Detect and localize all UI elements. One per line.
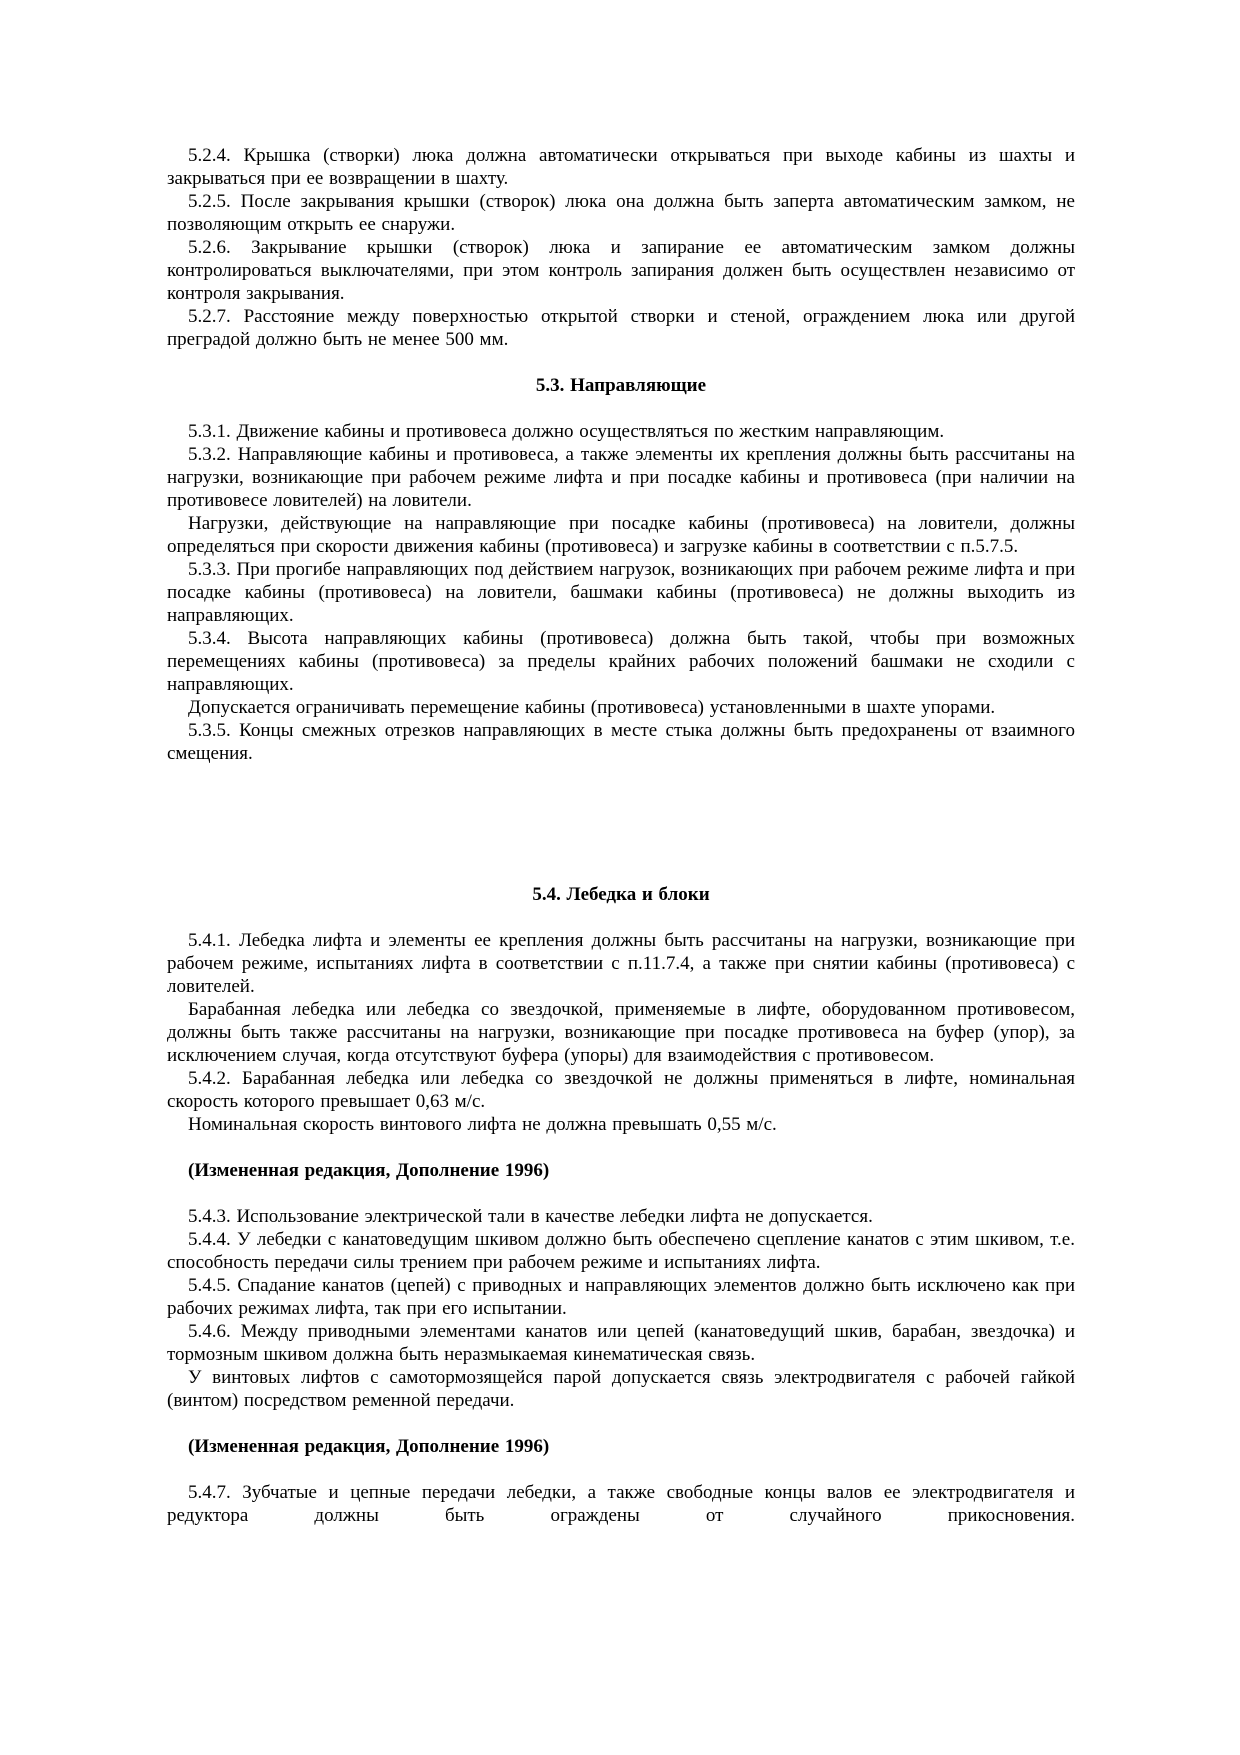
paragraph: 5.3.4. Высота направляющих кабины (противовеса) должна быть такой, чтобы при возможных перемещениях кабины (противовеса) за пределы крайних рабочих положений башмаки не сходили с направляющих. — [167, 628, 1075, 695]
paragraph: 5.4.6. Между приводными элементами канатов или цепей (канатоведущий шкив, барабан, звездочка) и тормозным шкивом должна быть неразмыкаемая кинематическая связь. — [167, 1321, 1075, 1365]
paragraph: Барабанная лебедка или лебедка со звездочкой, применяемые в лифте, оборудованном противовесом, должны быть также рассчитаны на нагрузки, возникающие при посадке противовеса на буфер (упор), за исключением случая, когда отсутствуют буфера (упоры) для взаимодействия с противовесом. — [167, 999, 1075, 1066]
paragraph: Нагрузки, действующие на направляющие при посадке кабины (противовеса) на ловители, должны определяться при скорости движения кабины (противовеса) и загрузке кабины в соответствии с п.5.7.5. — [167, 513, 1075, 557]
paragraph: 5.4.5. Спадание канатов (цепей) с приводных и направляющих элементов должно быть исключено как при рабочих режимах лифта, так при его испытании. — [167, 1275, 1075, 1319]
paragraph: 5.2.4. Крышка (створки) люка должна автоматически открываться при выходе кабины из шахты и закрываться при ее возвращении в шахту. — [167, 145, 1075, 189]
paragraph: 5.4.2. Барабанная лебедка или лебедка со звездочкой не должны применяться в лифте, номинальная скорость которого превышает 0,63 м/с. — [167, 1068, 1075, 1112]
paragraph: 5.4.7. Зубчатые и цепные передачи лебедки, а также свободные концы валов ее электродвигателя и редуктора должны быть ограждены от случайного прикосновения. — [167, 1482, 1075, 1526]
paragraph: 5.3.3. При прогибе направляющих под действием нагрузок, возникающих при рабочем режиме лифта и при посадке кабины (противовеса) на ловители, башмаки кабины (противовеса) не должны выходить из направляющих. — [167, 559, 1075, 626]
revision-note: (Измененная редакция, Дополнение 1996) — [188, 1160, 550, 1181]
paragraph: 5.3.5. Концы смежных отрезков направляющих в месте стыка должны быть предохранены от взаимного смещения. — [167, 720, 1075, 764]
paragraph: 5.4.1. Лебедка лифта и элементы ее крепления должны быть рассчитаны на нагрузки, возникающие при рабочем режиме, испытаниях лифта в соответствии с п.11.7.4, а также при снятии кабины (противовеса) с ловителей. — [167, 930, 1075, 997]
revision-note: (Измененная редакция, Дополнение 1996) — [188, 1436, 550, 1457]
paragraph: У винтовых лифтов с самотормозящейся парой допускается связь электродвигателя с рабочей гайкой (винтом) посредством ременной передачи. — [167, 1367, 1075, 1411]
paragraph: 5.4.3. Использование электрической тали в качестве лебедки лифта не допускается. — [188, 1206, 873, 1227]
paragraph: 5.3.2. Направляющие кабины и противовеса, а также элементы их крепления должны быть рассчитаны на нагрузки, возникающие при рабочем режиме лифта и при посадке кабины и противовеса (при наличии на противовесе ловителей) на ловители. — [167, 444, 1075, 511]
paragraph: 5.4.4. У лебедки с канатоведущим шкивом должно быть обеспечено сцепление канатов с этим шкивом, т.е. способность передачи силы трением при рабочем режиме и испытаниях лифта. — [167, 1229, 1075, 1273]
paragraph: 5.2.6. Закрывание крышки (створок) люка и запирание ее автоматическим замком должны контролироваться выключателями, при этом контроль запирания должен быть осуществлен независимо от контроля закрывания. — [167, 237, 1075, 304]
paragraph: 5.2.7. Расстояние между поверхностью открытой створки и стеной, ограждением люка или другой преградой должно быть не менее 500 мм. — [167, 306, 1075, 350]
section-heading: 5.4. Лебедка и блоки — [532, 884, 710, 905]
paragraph: Допускается ограничивать перемещение кабины (противовеса) установленными в шахте упорами. — [188, 697, 996, 718]
document-content — [167, 144, 1075, 1527]
section-heading: 5.3. Направляющие — [535, 375, 707, 396]
paragraph: Номинальная скорость винтового лифта не должна превышать 0,55 м/с. — [188, 1114, 777, 1135]
paragraph: 5.2.5. После закрывания крышки (створок) люка она должна быть заперта автоматическим замком, не позволяющим открыть ее снаружи. — [167, 191, 1075, 235]
section-gap — [167, 765, 1075, 860]
paragraph: 5.3.1. Движение кабины и противовеса должно осуществляться по жестким направляющим. — [188, 421, 945, 442]
